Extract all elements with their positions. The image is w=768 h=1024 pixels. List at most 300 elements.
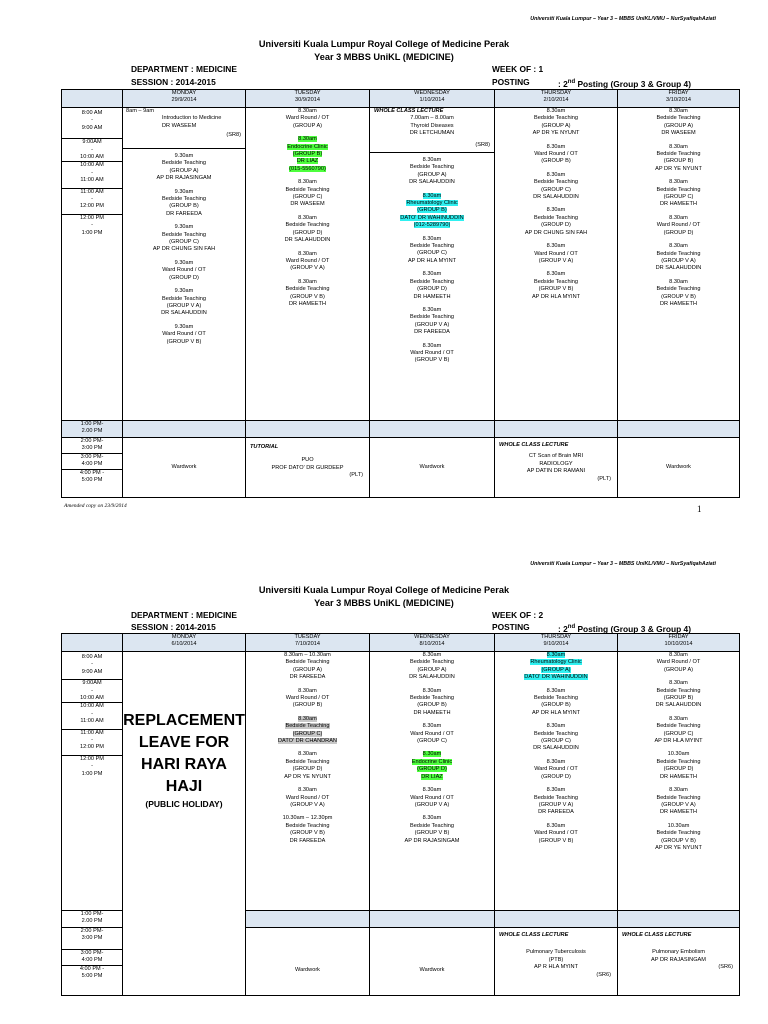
- afternoon-tuesday: TUTORIAL PUO PROF DATO' DR GURDEEP (PLT): [246, 438, 370, 498]
- corner-cell: [62, 90, 123, 108]
- session-line: Bedside Teaching: [533, 214, 579, 221]
- posting-number: : 2: [558, 623, 568, 634]
- session-entry: [123, 189, 245, 219]
- session-line: Bedside Teaching: [285, 822, 330, 829]
- session-line: 10.30am: [667, 751, 690, 758]
- session-entry: [618, 108, 739, 138]
- session-line: (GROUP C): [169, 239, 199, 246]
- session-entry: [618, 652, 739, 674]
- intro-lecture: 8am – 9am Introduction to Medicine DR WASEEM (SR8): [123, 108, 245, 149]
- tuesday-cell: [246, 108, 370, 421]
- afternoon-time-cell: 2:00 PM- 3:00 PM 3:00 PM- 4:00 PM 4:00 PM - 5:00 PM: [62, 438, 123, 498]
- session-line: DR SALAHUDDIN: [284, 237, 331, 244]
- session-line: Bedside Teaching: [533, 115, 579, 122]
- session-entry: [123, 324, 245, 346]
- session-line: DR HAMEETH: [413, 709, 451, 716]
- session-entry: [618, 787, 739, 817]
- session-line: AP DR RAJASINGAM: [404, 837, 460, 844]
- lunch-wednesday: [370, 421, 495, 438]
- posting-label-key: POSTING: [492, 622, 530, 632]
- session-line: Bedside Teaching: [656, 687, 701, 694]
- session-entry: [246, 251, 369, 273]
- tuesday-cell: [246, 652, 370, 911]
- session-line: 9.30am: [174, 259, 194, 266]
- session-line: (GROUP V A): [414, 801, 450, 808]
- session-line: 8.30am: [546, 687, 566, 694]
- time-slot-list: 8:00 AM - 9:00 AM 9:00AM - 10:00 AM 10:00 AM - 11:00 AM 11:00 AM - 12:00 PM 12:00 PM - 1:00 PM: [62, 108, 122, 237]
- room-label: (SR6): [596, 971, 611, 978]
- session-line: Bedside Teaching: [285, 222, 330, 229]
- afternoon-time-cell: 2:00 PM- 3:00 PM 3:00 PM- 4:00 PM 4:00 PM - 5:00 PM: [62, 928, 123, 996]
- session-entry: [618, 243, 739, 273]
- session-label: SESSION : 2014-2015: [131, 77, 216, 87]
- session-line: Bedside Teaching: [533, 179, 579, 186]
- room-label: (PLT): [349, 472, 363, 479]
- session-line: Bedside Teaching: [161, 295, 207, 302]
- session-line: 8.30am: [422, 815, 442, 822]
- session-line: (GROUP V B): [166, 338, 202, 345]
- lunch-tuesday: [246, 421, 370, 438]
- session-line: 9.30am: [174, 288, 194, 295]
- lunch-time-cell: 1:00 PM- 2.00 PM: [62, 911, 123, 928]
- session-entry: [246, 815, 369, 845]
- session-entry: [123, 288, 245, 318]
- session-line: (GROUP B): [417, 702, 447, 709]
- session-line: (GROUP V A): [538, 257, 574, 264]
- public-holiday-label: (PUBLIC HOLIDAY): [145, 799, 223, 809]
- endocrine-clinic-entry: 8.30am Endocrine Clinic (GROUP B) DR LIAZ (015-5560790): [287, 136, 328, 172]
- session-line: 8.30am: [546, 723, 566, 730]
- lunch-thursday: [495, 911, 618, 928]
- session-entry: [495, 787, 617, 817]
- session-line: (GROUP A): [417, 666, 447, 673]
- session-entry: [370, 652, 494, 682]
- session-line: (GROUP V B): [661, 293, 696, 300]
- session-line: 9.30am: [174, 188, 194, 195]
- session-line: 8.30am: [546, 822, 566, 829]
- session-line: DR SALAHUDDIN: [161, 310, 207, 317]
- day-header-thursday: THURSDAY 2/10/2014: [495, 90, 618, 108]
- afternoon-monday: Wardwork: [123, 438, 246, 498]
- session-entry: [618, 215, 739, 237]
- session-line: Bedside Teaching: [533, 794, 579, 801]
- session-entry: [246, 688, 369, 710]
- afternoon-wednesday: Wardwork: [370, 928, 495, 996]
- session-entry: 8.30am Ward Round / OT (GROUP A): [285, 108, 330, 129]
- lecture-label: WHOLE CLASS LECTURE: [622, 932, 692, 938]
- session-entry: [370, 815, 494, 845]
- session-line: 8.30am: [298, 751, 317, 758]
- session-line: 8.30am: [546, 108, 566, 114]
- session-line: 8.30am: [422, 723, 442, 730]
- session-entry: [246, 652, 369, 682]
- session-line: Bedside Teaching: [656, 186, 701, 193]
- session-line: (GROUP B): [663, 695, 694, 702]
- room-label: (PLT): [597, 475, 611, 482]
- session-line: Bedside Teaching: [656, 758, 701, 765]
- session-line: (GROUP B): [292, 702, 323, 709]
- document-title: Universiti Kuala Lumpur Royal College of Medicine Perak: [258, 39, 510, 49]
- timetable-page-2: [0, 555, 768, 1024]
- session-line: (GROUP V A): [414, 321, 450, 328]
- morning-row: [62, 108, 740, 421]
- thursday-cell: [495, 108, 618, 421]
- session-line: DR HAMEETH: [660, 809, 697, 816]
- session-line: Ward Round / OT: [534, 766, 578, 773]
- session-line: (GROUP V B): [661, 837, 696, 844]
- session-line: Ward Round / OT: [410, 730, 454, 737]
- running-header: Universiti Kuala Lumpur – Year 3 – MBBS UniKL/VMU – NurSyafiqahAziati: [530, 16, 716, 22]
- session-entry: [618, 823, 739, 853]
- day-header-tuesday: TUESDAY 30/9/2014: [246, 90, 370, 108]
- session-line: Bedside Teaching: [656, 151, 701, 158]
- session-line: DR HAMEETH: [660, 773, 697, 780]
- session-line: Ward Round / OT: [162, 267, 206, 274]
- session-line: Bedside Teaching: [161, 196, 207, 203]
- day-header-thursday: THURSDAY 9/10/2014: [495, 634, 618, 652]
- session-line: DR WASEEM: [661, 130, 696, 137]
- session-entry: [370, 688, 494, 718]
- session-entry: [495, 172, 617, 202]
- session-line: (GROUP D): [541, 773, 571, 780]
- session-line: 8.30am: [546, 787, 566, 794]
- session-entry: [495, 144, 617, 166]
- session-line: (GROUP C): [417, 738, 447, 745]
- session-line: Bedside Teaching: [409, 278, 455, 285]
- session-entry: [370, 343, 494, 365]
- session-line: (GROUP D): [169, 274, 199, 281]
- session-line: Ward Round / OT: [534, 830, 578, 837]
- session-line: 8.30am: [422, 652, 442, 658]
- day-header-wednesday: WEDNESDAY 8/10/2014: [370, 634, 495, 652]
- department-label: DEPARTMENT : MEDICINE: [131, 64, 237, 74]
- session-line: DR HAMEETH: [413, 293, 451, 300]
- session-line: DR FAREEDA: [289, 674, 326, 681]
- session-entry: [618, 279, 739, 309]
- session-line: (GROUP V A): [538, 801, 574, 808]
- session-line: Ward Round / OT: [410, 794, 454, 801]
- day-header-tuesday: TUESDAY 7/10/2014: [246, 634, 370, 652]
- wednesday-cell: [370, 108, 495, 421]
- session-line: DR SALAHUDDIN: [533, 194, 579, 201]
- week-label: WEEK OF : 2: [492, 610, 544, 620]
- session-line: AP DR CHUNG SIN FAH: [524, 229, 588, 236]
- session-line: 8.30am: [298, 214, 317, 221]
- session-entry: [370, 723, 494, 745]
- session-line: AP DR RAJASINGAM: [156, 175, 212, 182]
- session-line: (GROUP V A): [661, 257, 696, 264]
- session-entry: [618, 751, 739, 781]
- document-subtitle: Year 3 MBBS UniKL (MEDICINE): [314, 598, 454, 608]
- session-line: (GROUP V A): [661, 801, 696, 808]
- session-entry: [495, 108, 617, 138]
- session-line: 8.30am: [298, 179, 317, 186]
- session-line: Ward Round / OT: [285, 695, 330, 702]
- day-header-wednesday: WEDNESDAY 1/10/2014: [370, 90, 495, 108]
- day-header-friday: FRIDAY 3/10/2014: [618, 90, 740, 108]
- posting-suffix: nd: [567, 79, 576, 85]
- session-entry: [370, 787, 494, 809]
- session-label: SESSION : 2014-2015: [131, 622, 216, 632]
- session-line: DR SALAHUDDIN: [655, 702, 702, 709]
- session-line: 8.30am: [422, 787, 442, 794]
- session-line: (GROUP A): [541, 122, 571, 129]
- whole-class-lecture: WHOLE CLASS LECTURE 7.00am – 8.00am Thyroid Diseases DR LETCHUMAN (SR8): [370, 108, 494, 153]
- session-line: 8.30am: [669, 787, 688, 794]
- session-line: 8.30am: [546, 758, 566, 765]
- lunch-thursday: [495, 421, 618, 438]
- session-line: Ward Round / OT: [162, 331, 206, 338]
- afternoon-friday: WHOLE CLASS LECTURE Pulmonary Embolism AP DR RAJASINGAM (SR6): [618, 928, 740, 996]
- session-line: Bedside Teaching: [656, 286, 701, 293]
- session-line: Ward Round / OT: [534, 250, 578, 257]
- session-line: 8.30am: [298, 787, 317, 794]
- session-entry: [370, 236, 494, 266]
- session-line: Bedside Teaching: [533, 278, 579, 285]
- session-line: Bedside Teaching: [285, 186, 330, 193]
- session-line: (GROUP C): [663, 730, 694, 737]
- posting-label: [492, 76, 691, 89]
- session-line: (GROUP C): [417, 250, 447, 257]
- session-line: (GROUP B): [541, 158, 571, 165]
- session-entry: [618, 179, 739, 209]
- session-entry: [495, 271, 617, 301]
- thursday-cell: [495, 652, 618, 911]
- session-entry: [370, 307, 494, 337]
- session-entry: [618, 716, 739, 746]
- session-entry: [246, 179, 369, 209]
- session-line: DR FAREEDA: [538, 809, 574, 816]
- department-label: DEPARTMENT : MEDICINE: [131, 610, 237, 620]
- session-entry: [246, 279, 369, 309]
- morning-time-cell: [62, 108, 123, 421]
- afternoon-tuesday: Wardwork: [246, 928, 370, 996]
- session-line: 10.30am: [667, 822, 690, 829]
- session-line: (GROUP C): [541, 186, 571, 193]
- session-line: 8.30am: [669, 143, 688, 150]
- afternoon-thursday: WHOLE CLASS LECTURE CT Scan of Brain MRI RADIOLOGY AP DATIN DR RAMANI (PLT): [495, 438, 618, 498]
- session-line: AP DR HLA MYINT: [654, 738, 703, 745]
- session-line: (GROUP C): [541, 738, 571, 745]
- session-line: 8.30am: [546, 143, 566, 150]
- session-line: Bedside Teaching: [285, 758, 330, 765]
- session-entry: [495, 823, 617, 845]
- session-line: DR FAREEDA: [289, 837, 326, 844]
- amended-note: Amended copy on 23/9/2014: [64, 503, 127, 509]
- monday-holiday-cell: [123, 652, 246, 996]
- running-header: Universiti Kuala Lumpur – Year 3 – MBBS UniKL/VMU – NurSyafiqahAziati: [530, 561, 716, 567]
- session-line: (GROUP V B): [414, 830, 450, 837]
- session-line: Bedside Teaching: [533, 730, 579, 737]
- session-line: Ward Round / OT: [656, 659, 701, 666]
- week-label: WEEK OF : 1: [492, 64, 544, 74]
- session-line: 8.30am: [422, 687, 442, 694]
- session-line: (GROUP D): [292, 229, 323, 236]
- session-line: (GROUP V A): [290, 265, 325, 272]
- session-line: (GROUP A): [169, 167, 199, 174]
- timetable-week-2: [61, 633, 740, 996]
- session-line: (GROUP V A): [166, 302, 202, 309]
- session-line: 8.30am: [546, 243, 566, 250]
- session-line: DR SALAHUDDIN: [655, 265, 702, 272]
- lecture-label: WHOLE CLASS LECTURE: [499, 932, 569, 938]
- day-header-monday: MONDAY 6/10/2014: [123, 634, 246, 652]
- session-line: (GROUP C): [292, 194, 323, 201]
- session-line: Bedside Teaching: [161, 231, 207, 238]
- friday-cell: [618, 652, 740, 911]
- day-header-row: [62, 90, 740, 108]
- session-entry: [246, 751, 369, 781]
- session-line: 8.30am: [669, 243, 688, 250]
- lecture-label: WHOLE CLASS LECTURE: [499, 442, 569, 448]
- session-line: 8.30am: [669, 214, 688, 221]
- wednesday-cell: [370, 652, 495, 911]
- session-line: 9.30am: [174, 153, 194, 159]
- session-line: (GROUP B): [541, 702, 571, 709]
- session-line: Bedside Teaching: [409, 243, 455, 250]
- session-entry: 8.30am Bedside Teaching (GROUP A) DR SALAHUDDIN: [409, 157, 455, 186]
- document-subtitle: Year 3 MBBS UniKL (MEDICINE): [314, 52, 454, 62]
- session-entry: [246, 787, 369, 809]
- posting-suffix: nd: [567, 624, 576, 630]
- afternoon-wednesday: Wardwork: [370, 438, 495, 498]
- session-line: DR SALAHUDDIN: [409, 674, 455, 681]
- posting-groups: Posting (Group 3 & Group 4): [575, 78, 691, 89]
- friday-cell: [618, 108, 740, 421]
- lunch-tuesday: [246, 911, 370, 928]
- session-line: DR HAMEETH: [660, 201, 697, 208]
- session-entry: [495, 688, 617, 718]
- session-entry: [618, 680, 739, 710]
- corner-cell: [62, 634, 123, 652]
- session-line: (GROUP D): [663, 766, 694, 773]
- lunch-wednesday: [370, 911, 495, 928]
- time-slot-list: 8:00 AM - 9:00 AM 9:00AM - 10:00 AM 10:00 AM - 11:00 AM 11:00 AM - 12:00 PM 12:00 PM - 1:00 PM: [62, 652, 122, 778]
- session-line: DR SALAHUDDIN: [533, 745, 579, 752]
- session-line: Bedside Teaching: [656, 830, 701, 837]
- day-header-row: [62, 634, 740, 652]
- session-line: Bedside Teaching: [285, 286, 330, 293]
- session-line: Bedside Teaching: [656, 250, 701, 257]
- session-entry: [370, 271, 494, 301]
- session-line: (GROUP V B): [414, 357, 450, 364]
- replacement-leave-notice: REPLACEMENT LEAVE FOR HARI RAYA HAJI: [123, 712, 245, 795]
- day-header-monday: MONDAY 29/9/2014: [123, 90, 246, 108]
- session-entry: [495, 723, 617, 753]
- posting-number: : 2: [558, 78, 568, 89]
- session-line: (GROUP C): [663, 194, 694, 201]
- session-line: DR HAMEETH: [660, 300, 697, 307]
- day-header-friday: FRIDAY 10/10/2014: [618, 634, 740, 652]
- session-line: DR WASEEM: [290, 201, 325, 208]
- session-entry: [618, 144, 739, 174]
- tutorial-label: TUTORIAL: [250, 444, 279, 450]
- session-line: Bedside Teaching: [161, 160, 207, 167]
- session-line: (GROUP V B): [290, 830, 325, 837]
- session-line: Bedside Teaching: [656, 723, 701, 730]
- session-line: (GROUP V B): [538, 286, 574, 293]
- endocrine-clinic-entry: 8.30am Endocrine Clinic (GROUP D) DR LIAZ: [411, 751, 453, 780]
- room-label: (SR6): [718, 964, 733, 971]
- session-line: Bedside Teaching: [409, 314, 455, 321]
- session-entry: [246, 215, 369, 245]
- afternoon-friday: Wardwork: [618, 438, 740, 498]
- session-entry: [123, 153, 245, 183]
- session-line: 8.30am – 10.30am: [284, 652, 331, 658]
- session-line: (GROUP V B): [290, 293, 325, 300]
- session-line: 8.30am: [422, 235, 442, 242]
- session-line: (GROUP B): [663, 158, 694, 165]
- session-line: 8.30am: [669, 278, 688, 285]
- session-line: 9.30am: [174, 323, 194, 330]
- session-line: 9.30am: [174, 224, 194, 231]
- lunch-time-cell: 1:00 PM- 2.00 PM: [62, 421, 123, 438]
- session-line: (GROUP A): [292, 666, 323, 673]
- session-line: (GROUP D): [417, 286, 447, 293]
- session-line: 8.30am: [546, 171, 566, 178]
- session-line: 8.30am: [546, 271, 566, 278]
- session-line: Bedside Teaching: [285, 659, 330, 666]
- session-line: 8.30am: [669, 715, 688, 722]
- session-line: Bedside Teaching: [409, 659, 455, 666]
- session-line: Ward Round / OT: [534, 151, 578, 158]
- session-line: AP DR HLA MYINT: [531, 709, 581, 716]
- session-line: (GROUP D): [292, 766, 323, 773]
- lecture-label: WHOLE CLASS LECTURE: [374, 108, 444, 114]
- session-line: DR FAREEDA: [414, 329, 450, 336]
- session-line: Ward Round / OT: [656, 222, 701, 229]
- session-line: (GROUP D): [663, 229, 694, 236]
- session-line: (GROUP D): [541, 222, 571, 229]
- session-line: 8.30am: [298, 278, 317, 285]
- posting-groups: Posting (Group 3 & Group 4): [575, 623, 691, 634]
- session-line: 8.30am: [546, 207, 566, 214]
- session-line: DR FAREEDA: [166, 210, 202, 217]
- posting-label-key: POSTING: [492, 77, 530, 87]
- session-line: (GROUP A): [663, 122, 694, 129]
- session-entry: [123, 260, 245, 282]
- page-number: 1: [697, 504, 702, 514]
- session-line: 8.30am: [669, 108, 688, 114]
- session-line: 8.30am: [298, 687, 317, 694]
- timetable-week-1: [61, 89, 740, 498]
- rheumatology-clinic-entry: 8.30am Rheumatology Clinic (GROUP B) DATO' DR WAHINUDDIN (012-5289790): [400, 192, 464, 229]
- session-entry: [495, 759, 617, 781]
- session-line: Bedside Teaching: [656, 794, 701, 801]
- session-entry: [495, 207, 617, 237]
- session-line: (GROUP V B): [538, 837, 574, 844]
- session-line: (GROUP V A): [290, 801, 325, 808]
- lunch-monday: [123, 421, 246, 438]
- session-entry: [495, 243, 617, 265]
- session-line: (GROUP B): [169, 203, 199, 210]
- bedside-group-c-entry: 8.30am Bedside Teaching (GROUP C) DATO' DR CHANDRAN: [278, 715, 337, 745]
- session-line: 8.30am: [669, 680, 688, 687]
- session-entry: [123, 224, 245, 254]
- session-line: Bedside Teaching: [409, 695, 455, 702]
- session-line: 8.30am: [669, 652, 688, 658]
- session-line: Ward Round / OT: [285, 794, 330, 801]
- lunch-friday: [618, 421, 740, 438]
- afternoon-thursday: WHOLE CLASS LECTURE Pulmonary Tuberculosis (PTB) AP R HLA MYINT (SR6): [495, 928, 618, 996]
- lunch-friday: [618, 911, 740, 928]
- session-line: Bedside Teaching: [533, 695, 579, 702]
- session-line: AP DR HLA MYINT: [407, 257, 457, 264]
- rheumatology-clinic-entry: 8.30am Rheumatology Clinic (GROUP A) DATO' DR WAHINUDDIN: [524, 652, 588, 681]
- session-line: 8.30am: [669, 179, 688, 186]
- session-line: AP DR CHUNG SIN FAH: [152, 246, 216, 253]
- session-line: 8.30am: [422, 306, 442, 313]
